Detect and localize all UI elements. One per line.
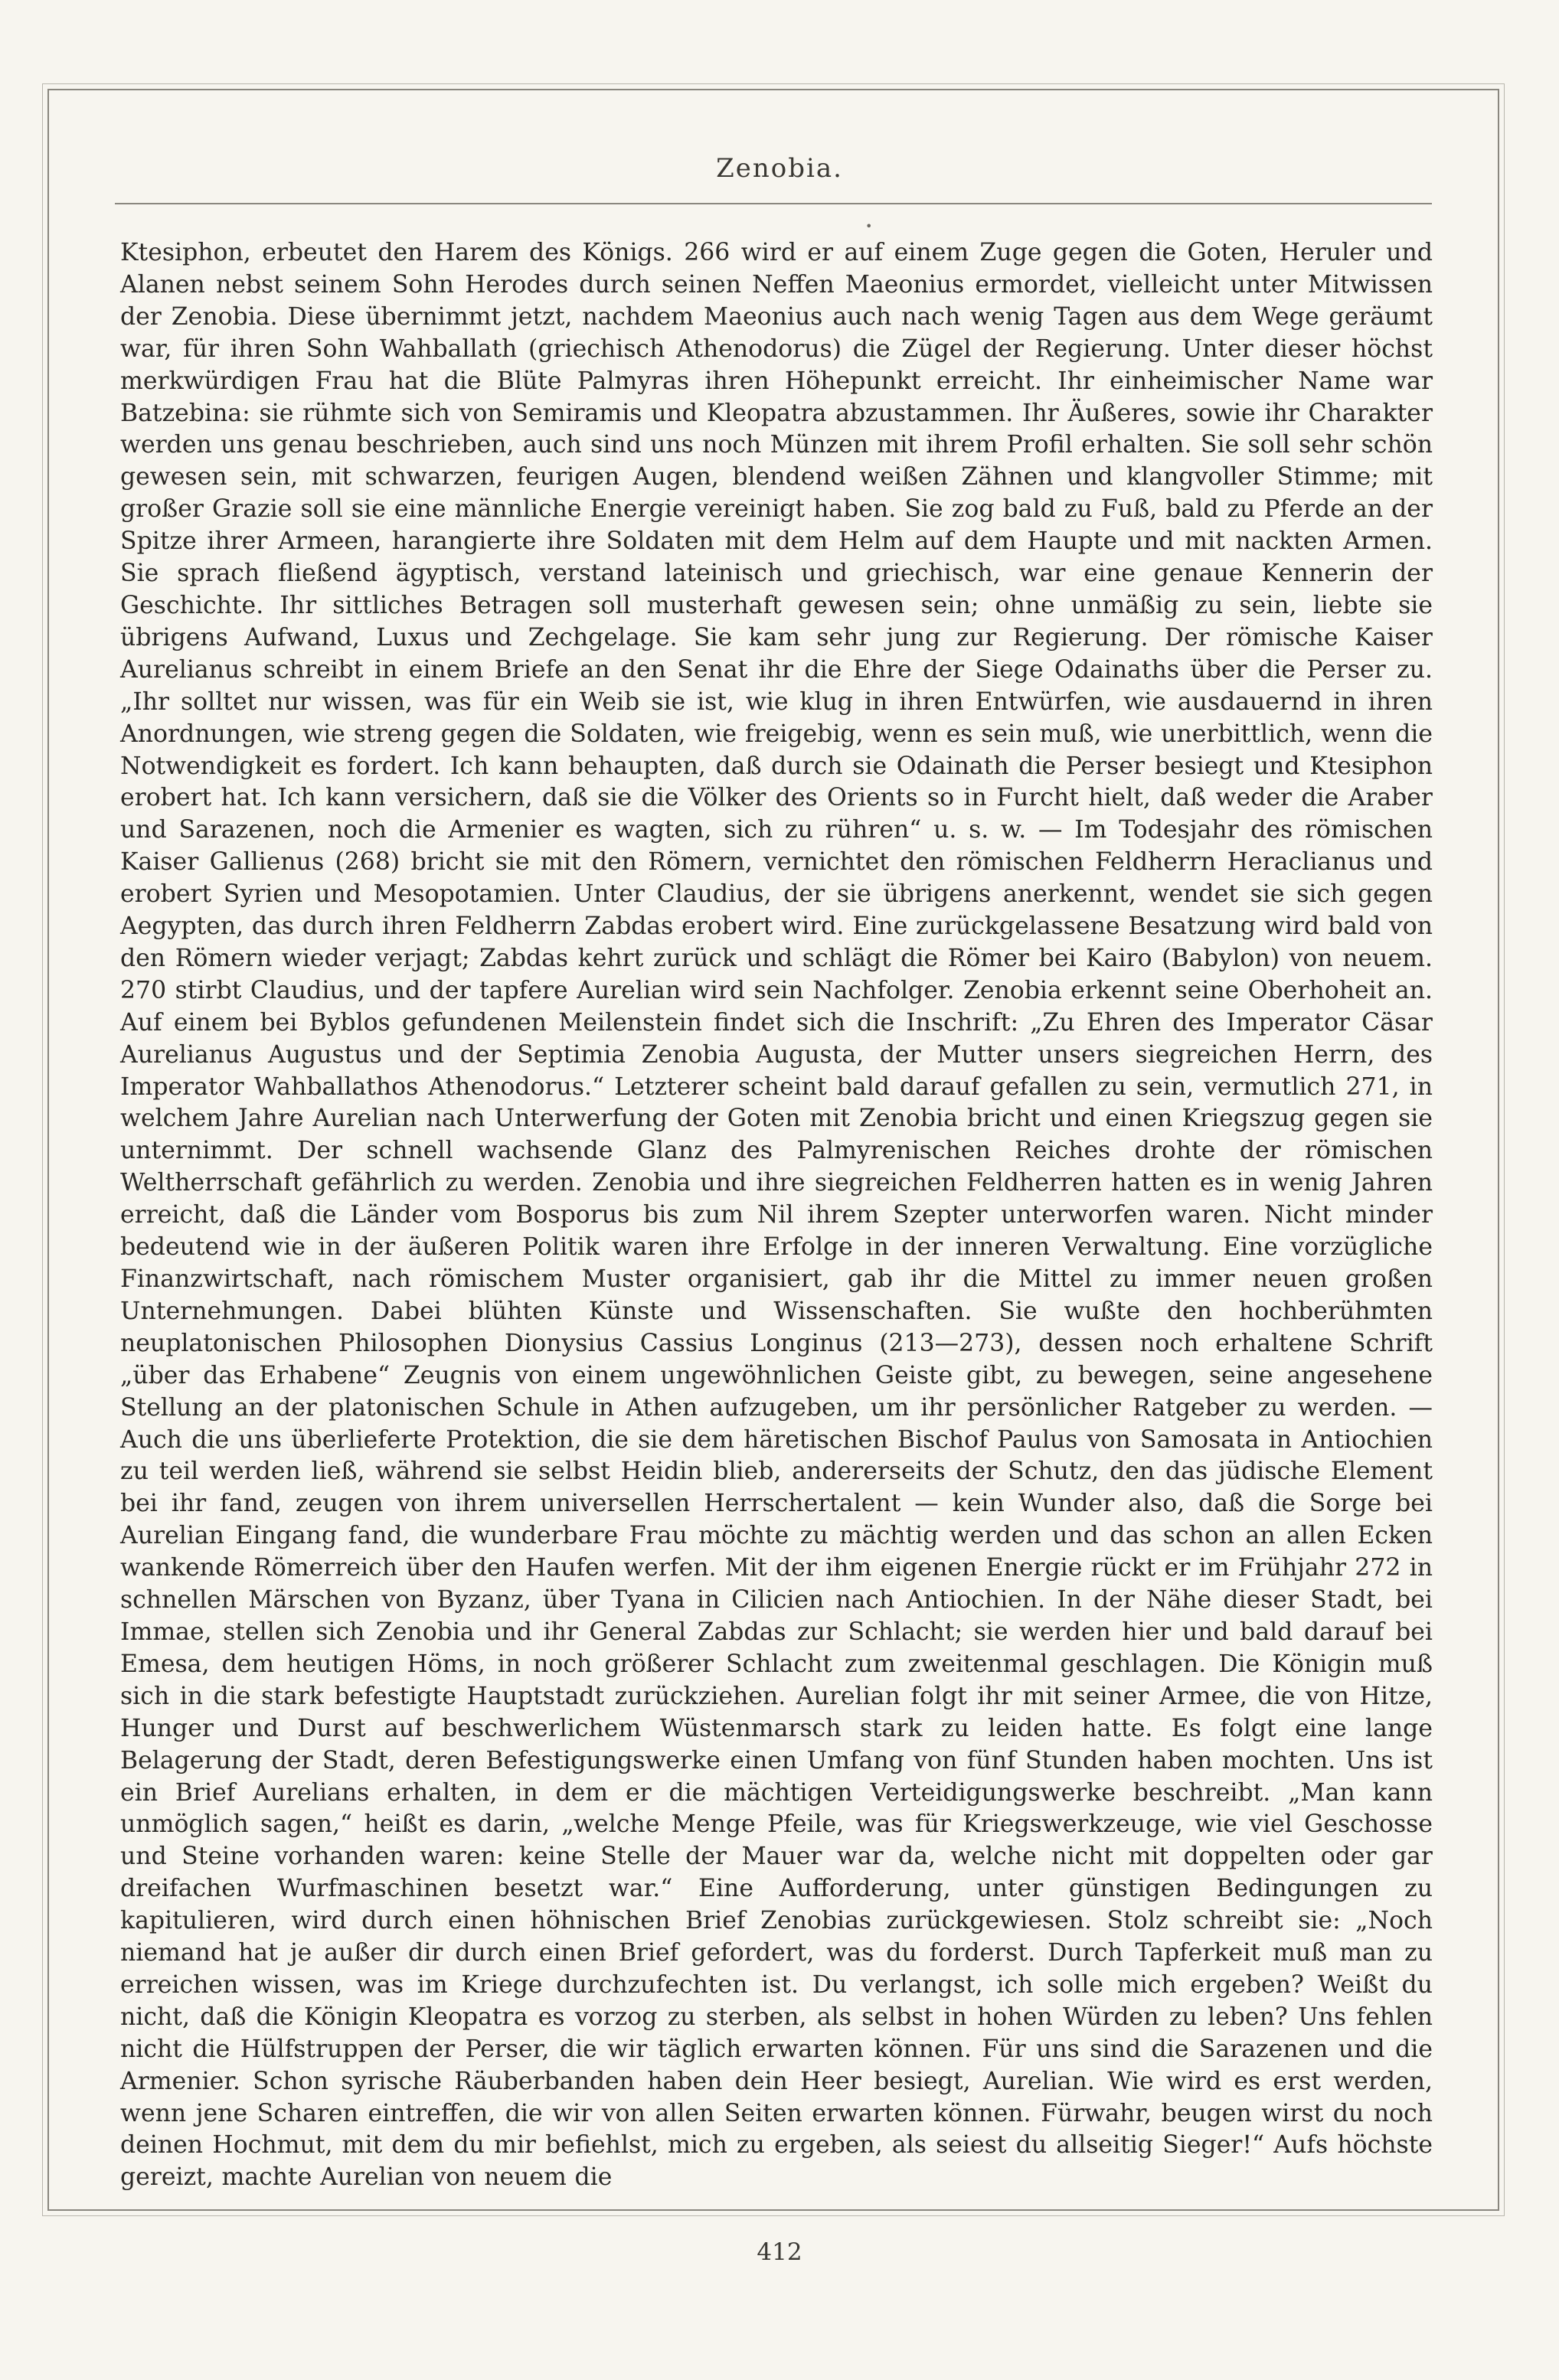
header-rule — [115, 203, 1432, 204]
running-title: Zenobia. — [716, 153, 843, 184]
body-paragraph: Ktesiphon, erbeutet den Harem des Königs. 266 wird er auf einem Zuge gegen die Goten, Heruler und Alanen nebst seinem Sohn Herodes durch seinen Neffen Maeonius ermordet, vielleicht unter Mitwissen der Zenobia. Diese übernimmt jetzt, nachdem Maeonius auch nach wenig Tagen aus dem Wege geräumt war, für ihren Sohn Wahballath (griechisch Athenodorus) die Zügel der Regierung. Unter dieser höchst merkwürdigen Frau hat die Blüte Palmyras ihren Höhepunkt erreicht. Ihr einheimischer Name war Batzebina: sie rühmte sich von Semiramis und Kleopatra abzustammen. Ihr Äußeres, sowie ihr Charakter werden uns genau beschrieben, auch sind uns noch Münzen mit ihrem Profil erhalten. Sie soll sehr schön gewesen sein, mit schwarzen, feurigen Augen, blendend weißen Zähnen und klangvoller Stimme; mit großer Grazie soll sie eine männliche Energie vereinigt haben. Sie zog bald zu Fuß, bald zu Pferde an der Spitze ihrer Armeen, harangierte ihre Soldaten mit dem Helm auf dem Haupte und mit nackten Armen. Sie sprach fließend ägyptisch, verstand lateinisch und griechisch, war eine genaue Kennerin der Geschichte. Ihr sittliches Betragen soll musterhaft gewesen sein; ohne unmäßig zu sein, liebte sie übrigens Aufwand, Luxus und Zechgelage. Sie kam sehr jung zur Regierung. Der römische Kaiser Aurelianus schreibt in einem Briefe an den Senat ihr die Ehre der Siege Odainaths über die Perser zu. „Ihr solltet nur wissen, was für ein Weib sie ist, wie klug in ihren Entwürfen, wie ausdauernd in ihren Anordnungen, wie streng gegen die Soldaten, wie freigebig, wenn es sein muß, wie unerbittlich, wenn die Notwendigkeit es fordert. Ich kann behaupten, daß durch sie Odainath die Perser besiegt und Ktesiphon erobert hat. Ich kann versichern, daß sie die Völker des Orients so in Furcht hielt, daß weder die Araber und Sarazenen, noch die Armenier es wagten, sich zu rühren“ u. s. w. — Im Todesjahr des römischen Kaiser Gallienus (268) bricht sie mit den Römern, vernichtet den römischen Feldherrn Heraclianus und erobert Syrien und Mesopotamien. Unter Claudius, der sie übrigens anerkennt, wendet sie sich gegen Aegypten, das durch ihren Feldherrn Zabdas erobert wird. Eine zurückgelassene Besatzung wird bald von den Römern wieder verjagt; Zabdas kehrt zurück und schlägt die Römer bei Kairo (Babylon) von neuem. 270 stirbt Claudius, und der tapfere Aurelian wird sein Nachfolger. Zenobia erkennt seine Oberhoheit an. Auf einem bei Byblos gefundenen Meilenstein findet sich die Inschrift: „Zu Ehren des Imperator Cäsar Aurelianus Augustus und der Septimia Zenobia Augusta, der Mutter unsers siegreichen Herrn, des Imperator Wahballathos Athenodorus.“ Letzterer scheint bald darauf gefallen zu sein, vermutlich 271, in welchem Jahre Aurelian nach Unterwerfung der Goten mit Zenobia bricht und einen Kriegszug gegen sie unternimmt. Der schnell wachsende Glanz des Palmyrenischen Reiches drohte der römischen Weltherrschaft gefährlich zu werden. Zenobia und ihre siegreichen Feldherren hatten es in wenig Jahren erreicht, daß die Länder vom Bosporus bis zum Nil ihrem Szepter unterworfen waren. Nicht minder bedeutend wie in der äußeren Politik waren ihre Erfolge in der inneren Verwaltung. Eine vorzügliche Finanzwirtschaft, nach römischem Muster organisiert, gab ihr die Mittel zu immer neuen großen Unternehmungen. Dabei blühten Künste und Wissenschaften. Sie wußte den hochberühmten neuplatonischen Philosophen Dionysius Cassius Longinus (213—273), dessen noch erhaltene Schrift „über das Erhabene“ Zeugnis von einem ungewöhnlichen Geiste gibt, zu bewegen, seine angesehene Stellung an der platonischen Schule in Athen aufzugeben, um ihr persönlicher Ratgeber zu werden. — Auch die uns überlieferte Protektion, die sie dem häretischen Bischof Paulus von Samosata in Antiochien zu teil werden ließ, während sie selbst Heidin blieb, andererseits der Schutz, den das jüdische Element bei ihr fand, zeugen von ihrem universellen Herrschertalent — kein Wunder also, daß die Sorge bei Aurelian Eingang fand, die wunderbare Frau möchte zu mächtig werden und das schon an allen Ecken wankende Römerreich über den Haufen werfen. Mit der ihm eigenen Energie rückt er im Frühjahr 272 in schnellen Märschen von Byzanz, über Tyana in Cilicien nach Antiochien. In der Nähe dieser Stadt, bei Immae, stellen sich Zenobia und ihr General Zabdas zur Schlacht; sie werden hier und bald darauf bei Emesa, dem heutigen Höms, in noch größerer Schlacht zum zweitenmal geschlagen. Die Königin muß sich in die stark befestigte Hauptstadt zurückziehen. Aurelian folgt ihr mit seiner Armee, die von Hitze, Hunger und Durst auf beschwerlichem Wüstenmarsch stark zu leiden hatte. Es folgt eine lange Belagerung der Stadt, deren Befestigungswerke einen Umfang von fünf Stunden haben mochten. Uns ist ein Brief Aurelians erhalten, in dem er die mächtigen Verteidigungswerke beschreibt. „Man kann unmöglich sagen,“ heißt es darin, „welche Menge Pfeile, was für Kriegswerkzeuge, wie viel Geschosse und Steine vorhanden waren: keine Stelle der Mauer war da, welche nicht mit doppelten oder gar dreifachen Wurfmaschinen besetzt war.“ Eine Aufforderung, unter günstigen Bedingungen zu kapitulieren, wird durch einen höhnischen Brief Zenobias zurückgewiesen. Stolz schreibt sie: „Noch niemand hat je außer dir durch einen Brief gefordert, was du forderst. Durch Tapferkeit muß man zu erreichen wissen, was im Kriege durchzufechten ist. Du verlangst, ich solle mich ergeben? Weißt du nicht, daß die Königin Kleopatra es vorzog zu sterben, als selbst in hohen Würden zu leben? Uns fehlen nicht die Hülfstruppen der Perser, die wir täglich erwarten können. Für uns sind die Sarazenen und die Armenier. Schon syrische Räuberbanden haben dein Heer besiegt, Aurelian. Wie wird es erst werden, wenn jene Scharen eintreffen, die wir von allen Seiten erwarten können. Fürwahr, beugen wirst du noch deinen Hochmut, mit dem du mir befiehlst, mich zu ergeben, als seiest du allseitig Sieger!“ Aufs höchste gereizt, machte Aurelian von neuem die — [120, 239, 1433, 2192]
ornament-mark: • — [865, 219, 873, 233]
page-number: 412 — [757, 2238, 802, 2266]
